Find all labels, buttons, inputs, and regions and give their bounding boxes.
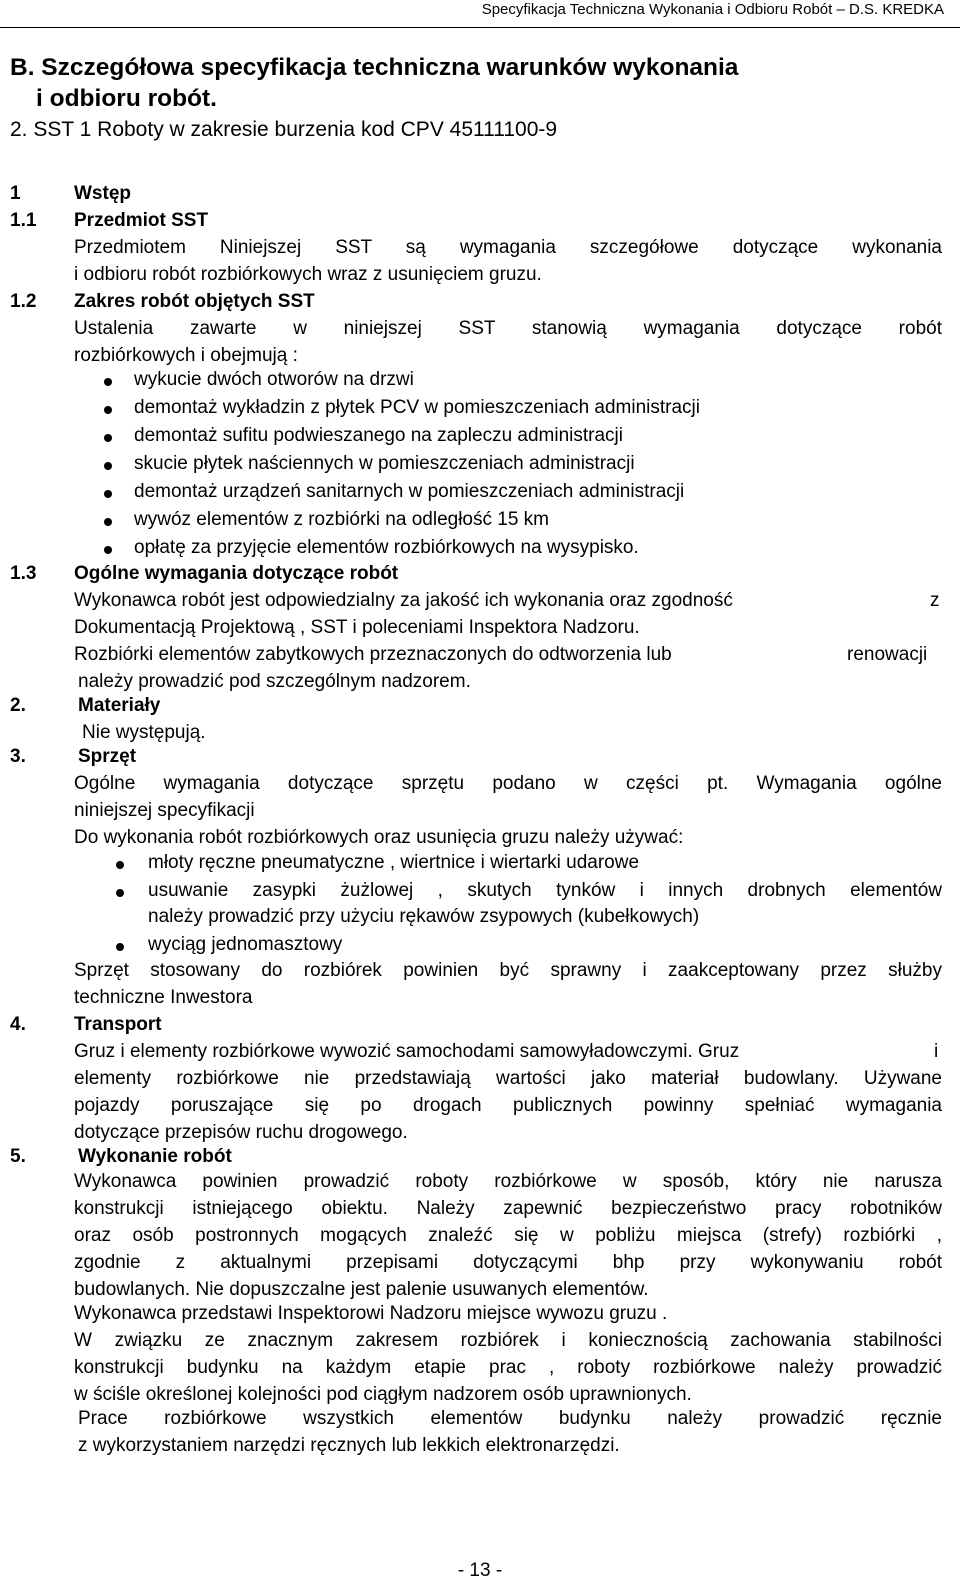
list-item: wywóz elementów z rozbiórki na odległość 15 km	[134, 509, 550, 530]
bullet-icon	[104, 434, 112, 442]
paragraph-line: w ściśle określonej kolejności pod ciągłym nadzorem osób uprawnionych.	[74, 1384, 692, 1405]
section-3-heading: Sprzęt	[78, 746, 137, 767]
section-3-number: 3.	[10, 746, 26, 767]
list-item: wykucie dwóch otworów na drzwi	[134, 369, 414, 390]
paragraph-line: Wykonawca robót jest odpowiedzialny za jakość ich wykonania oraz zgodność	[74, 590, 733, 611]
section-1-3-heading: Ogólne wymagania dotyczące robót	[74, 563, 399, 584]
paragraph-line: Dokumentacją Projektową , SST i poleceniami Inspektora Nadzoru.	[74, 617, 640, 638]
page-number: - 13 -	[457, 1560, 503, 1581]
section-5-heading: Wykonanie robót	[78, 1146, 232, 1167]
document-title	[10, 52, 950, 145]
title-line-3: 2. SST 1 Roboty w zakresie burzenia kod CPV 45111100-9	[10, 118, 558, 141]
list-item: usuwanie zasypki żużlowej , skutych tynków i innych drobnych elementów	[148, 880, 942, 901]
section-1-3-number: 1.3	[10, 563, 37, 584]
paragraph-line: zgodnie z aktualnymi przepisami dotyczącymi bhp przy wykonywaniu robót	[74, 1252, 942, 1273]
bullet-icon	[104, 406, 112, 414]
section-1-1-number: 1.1	[10, 210, 37, 231]
paragraph-line: i odbioru robót rozbiórkowych wraz z usunięciem gruzu.	[74, 264, 542, 285]
section-1-1-heading: Przedmiot SST	[74, 210, 209, 231]
paragraph-line: Gruz i elementy rozbiórkowe wywozić samochodami samowyładowczymi. Gruz	[74, 1041, 740, 1062]
section-2-number: 2.	[10, 695, 26, 716]
section-4-number: 4.	[10, 1014, 26, 1035]
paragraph-line: Do wykonania robót rozbiórkowych oraz usunięcia gruzu należy używać:	[74, 827, 684, 848]
bullet-icon	[104, 462, 112, 470]
paragraph-line: Ogólne wymagania dotyczące sprzętu podano w części pt. Wymagania ogólne	[74, 773, 942, 794]
list-item: demontaż wykładzin z płytek PCV w pomieszczeniach administracji	[134, 397, 701, 418]
list-item: wyciąg jednomasztowy	[148, 934, 343, 955]
running-header	[0, 0, 960, 28]
paragraph-line: budowlanych. Nie dopuszczalne jest palenie usuwanych elementów.	[74, 1279, 649, 1300]
paragraph-line: Nie występują.	[82, 722, 206, 743]
paragraph-line: Sprzęt stosowany do rozbiórek powinien być sprawny i zaakceptowany przez służby	[74, 960, 942, 981]
paragraph-line: renowacji	[847, 644, 928, 665]
section-1-2-heading: Zakres robót objętych SST	[74, 291, 315, 312]
bullet-icon	[116, 943, 124, 951]
paragraph-line: należy prowadzić pod szczególnym nadzorem.	[78, 671, 471, 692]
section-5-number: 5.	[10, 1146, 26, 1167]
section-1-2-number: 1.2	[10, 291, 37, 312]
paragraph-line: oraz osób postronnych mogących znaleźć się w pobliżu miejsca (strefy) rozbiórki ,	[74, 1225, 942, 1246]
paragraph-line: W związku ze znacznym zakresem rozbiórek i koniecznością zachowania stabilności	[74, 1330, 942, 1351]
paragraph-line: Ustalenia zawarte w niniejszej SST stanowią wymagania dotyczące robót	[74, 318, 942, 339]
bullet-icon	[116, 889, 124, 897]
paragraph-line: z	[930, 590, 940, 611]
list-item: opłatę za przyjęcie elementów rozbiórkowych na wysypisko.	[134, 537, 639, 558]
paragraph-line: z wykorzystaniem narzędzi ręcznych lub lekkich elektronarzędzi.	[78, 1435, 620, 1456]
paragraph-line: konstrukcji budynku na każdym etapie prac , roboty rozbiórkowe należy prowadzić	[74, 1357, 942, 1378]
bullet-icon	[116, 861, 124, 869]
list-item: demontaż sufitu podwieszanego na zapleczu administracji	[134, 425, 623, 446]
paragraph-line: Rozbiórki elementów zabytkowych przeznaczonych do odtworzenia lub	[74, 644, 672, 665]
bullet-icon	[104, 378, 112, 386]
paragraph-line: niniejszej specyfikacji	[74, 800, 255, 821]
paragraph-line: Przedmiotem Niniejszej SST są wymagania szczegółowe dotyczące wykonania	[74, 237, 942, 258]
title-line-2: i odbioru robót.	[36, 85, 217, 112]
list-item: młoty ręczne pneumatyczne , wiertnice i wiertarki udarowe	[148, 852, 640, 873]
paragraph-line: techniczne Inwestora	[74, 987, 253, 1008]
bullet-icon	[104, 518, 112, 526]
bullet-icon	[104, 490, 112, 498]
paragraph-line: elementy rozbiórkowe nie przedstawiają wartości jako materiał budowlany. Używane	[74, 1068, 942, 1089]
list-item: demontaż urządzeń sanitarnych w pomieszczeniach administracji	[134, 481, 685, 502]
section-1-heading: Wstęp	[74, 183, 131, 204]
section-2-heading: Materiały	[78, 695, 161, 716]
title-line-1: B. Szczegółowa specyfikacja techniczna warunków wykonania	[10, 54, 739, 81]
bullet-icon	[104, 546, 112, 554]
paragraph-line: pojazdy poruszające się po drogach publicznych powinny spełniać wymagania	[74, 1095, 942, 1116]
section-1-number: 1	[10, 183, 21, 204]
paragraph-line: i	[934, 1041, 939, 1062]
paragraph-line: Wykonawca przedstawi Inspektorowi Nadzoru miejsce wywozu gruzu .	[74, 1303, 668, 1324]
list-item: należy prowadzić przy użyciu rękawów zsypowych (kubełkowych)	[148, 906, 700, 927]
paragraph-line: dotyczące przepisów ruchu drogowego.	[74, 1122, 408, 1143]
paragraph-line: Prace rozbiórkowe wszystkich elementów budynku należy prowadzić ręcznie	[78, 1408, 942, 1429]
header-text: Specyfikacja Techniczna Wykonania i Odbioru Robót – D.S. KREDKA	[481, 1, 944, 18]
paragraph-line: rozbiórkowych i obejmują :	[74, 345, 298, 366]
paragraph-line: Wykonawca powinien prowadzić roboty rozbiórkowe w sposób, który nie narusza	[74, 1171, 942, 1192]
paragraph-line: konstrukcji istniejącego obiektu. Należy zapewnić bezpieczeństwo pracy robotników	[74, 1198, 942, 1219]
section-4-heading: Transport	[74, 1014, 162, 1035]
list-item: skucie płytek naściennych w pomieszczeniach administracji	[134, 453, 635, 474]
